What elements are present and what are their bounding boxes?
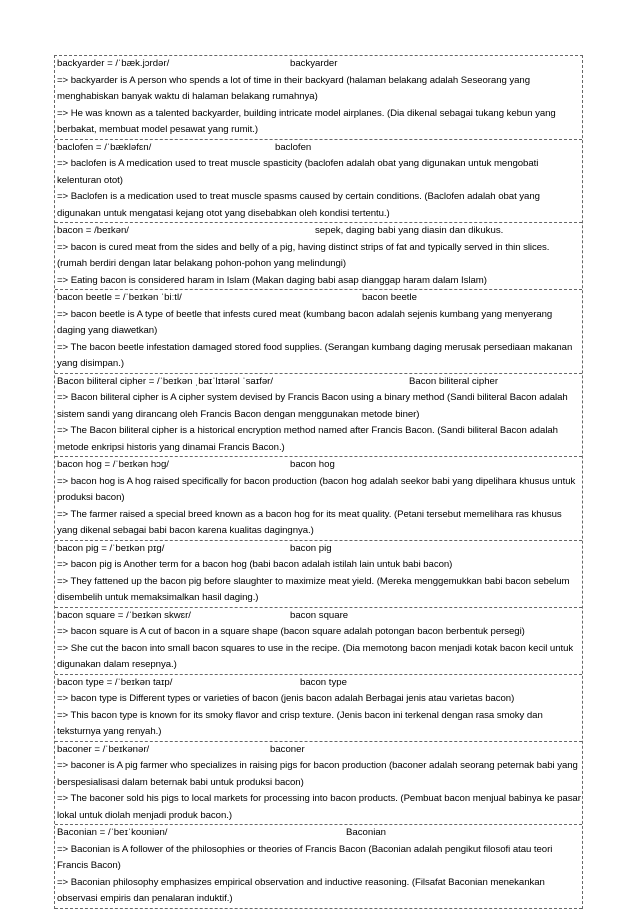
entry-example: => She cut the bacon into small bacon squares to use in the recipe. (Dia memotong bacon menjadi kotak bacon kecil untuk digunakan dalam resepnya.) — [57, 642, 574, 670]
entry-translation: bacon hog — [290, 459, 335, 470]
entry-translation: bacon type — [300, 676, 347, 688]
entry-translation: backyarder — [290, 58, 338, 69]
entry-definition: => bacon square is A cut of bacon in a square shape (bacon square adalah potongan bacon berbentuk persegi) — [57, 626, 525, 637]
dictionary-entry — [55, 675, 582, 742]
entry-header — [57, 541, 582, 558]
entry-header — [57, 675, 582, 692]
entry-definition: => baclofen is A medication used to treat muscle spasticity (baclofen adalah obat yang digunakan untuk mengobati kelenturan otot) — [57, 158, 539, 186]
entry-header — [57, 56, 582, 73]
entry-definition: => bacon pig is Another term for a bacon hog (babi bacon adalah istilah lain untuk babi bacon) — [57, 559, 453, 570]
entry-pronunciation: backyarder = /ˈbæk.jɔrdər/ — [57, 58, 170, 69]
entry-pronunciation: bacon = /beɪkən/ — [57, 225, 129, 236]
entry-definition: => bacon type is Different types or varieties of bacon (jenis bacon adalah Berbagai jenis atau varietas bacon) — [57, 693, 515, 704]
entry-pronunciation: bacon hog = /ˈbeɪkən hɔg/ — [57, 459, 169, 470]
entry-definition: => Baconian is A follower of the philosophies or theories of Francis Bacon (Baconian adalah pengikut filosofi atau teori Francis Bacon) — [57, 843, 553, 871]
entry-translation: Baconian — [346, 827, 387, 838]
entry-header — [57, 742, 582, 759]
entry-header — [57, 457, 582, 474]
entry-example: => Baclofen is a medication used to treat muscle spasms caused by certain conditions. (Baclofen adalah obat yang digunakan untuk mengatasi kejang otot yang disebabkan oleh kondisi tertentu.) — [57, 191, 540, 219]
dictionary-entry — [55, 56, 582, 140]
entry-example: => Baconian philosophy emphasizes empirical observation and inductive reasoning. (Filsafat Baconian menekankan observasi empiris dan penalaran induktif.) — [57, 876, 545, 904]
entry-example: => The baconer sold his pigs to local markets for processing into bacon products. (Pembuat bacon menjual babinya ke pasar lokal untuk diolah menjadi produk bacon.) — [57, 793, 581, 821]
entry-example: => Eating bacon is considered haram in Islam (Makan daging babi asap dianggap haram dalam Islam) — [57, 274, 487, 286]
entry-definition: => bacon beetle is A type of beetle that infests cured meat (kumbang bacon adalah sejenis kumbang yang menyerang daging yang diawetkan) — [57, 308, 553, 336]
entry-pronunciation: bacon pig = /ˈbeɪkən pɪg/ — [57, 542, 165, 554]
dictionary-entry — [55, 608, 582, 675]
entry-header — [57, 608, 582, 625]
entry-example: => The farmer raised a special breed known as a bacon hog for its meat quality. (Petani tersebut memelihara ras khusus yang dikenal sebagai babi bacon karena kualitas dagingnya.) — [57, 508, 562, 536]
entry-pronunciation: bacon square = /ˈbeɪkən skwɛr/ — [57, 609, 191, 621]
entry-header — [57, 223, 582, 240]
entry-pronunciation: Bacon biliteral cipher = /ˈbeɪkən ˌbaɪˈlɪtərəl ˈsaɪfər/ — [57, 375, 274, 387]
entry-pronunciation: Baconian = /ˈbeɪˈkoʊniən/ — [57, 827, 168, 838]
entry-pronunciation: baclofen = /ˈbækləfɛn/ — [57, 141, 152, 153]
dictionary-entry — [55, 825, 582, 909]
entry-example: => The Bacon biliteral cipher is a historical encryption method named after Francis Bacon. (Sandi biliteral Bacon adalah metode enkripsi historis yang dinamai Francis Bacon.) — [57, 425, 558, 453]
entry-translation: bacon square — [290, 609, 349, 621]
entry-example: => The bacon beetle infestation damaged stored food supplies. (Serangan kumbang daging merusak persediaan makanan yang disimpan.) — [57, 341, 573, 369]
entry-header — [57, 825, 582, 842]
entry-header — [57, 290, 582, 307]
entry-definition: => bacon hog is A hog raised specifically for bacon production (bacon hog adalah seekor babi yang dipelihara khusus untuk produksi bacon) — [57, 475, 576, 503]
dictionary-entry — [55, 223, 582, 290]
entry-pronunciation: bacon type = /ˈbeɪkən taɪp/ — [57, 676, 173, 688]
entry-header — [57, 374, 582, 391]
entry-example: => This bacon type is known for its smoky flavor and crisp texture. (Jenis bacon ini terkenal dengan rasa smoky dan teksturnya yang renyah.) — [57, 709, 543, 737]
entry-translation: baclofen — [275, 141, 312, 153]
entry-translation: bacon beetle — [362, 292, 417, 303]
entry-definition: => bacon is cured meat from the sides and belly of a pig, having distinct strips of fat and typically served in thin slices. (rumah berdiri dengan latar belakang pohon-pohon yang melindungi) — [57, 241, 550, 269]
dictionary-table — [54, 55, 583, 909]
entry-definition: => Bacon biliteral cipher is A cipher system devised by Francis Bacon using a binary method (Sandi biliteral Bacon adalah sistem sandi yang dirancang oleh Francis Bacon dengan menggunakan metode biner) — [57, 392, 568, 420]
dictionary-entry — [55, 290, 582, 374]
dictionary-entry — [55, 140, 582, 224]
dictionary-entry — [55, 374, 582, 458]
entry-definition: => backyarder is A person who spends a lot of time in their backyard (halaman belakang adalah Seseorang yang menghabiskan banyak waktu di halaman belakang rumahnya) — [57, 74, 530, 102]
entry-translation: bacon pig — [290, 542, 332, 554]
entry-header — [57, 140, 582, 157]
dictionary-entry — [55, 457, 582, 541]
entry-translation: sepek, daging babi yang diasin dan dikukus. — [315, 225, 504, 236]
entry-example: => He was known as a talented backyarder, building intricate model airplanes. (Dia dikenal sebagai tukang kebun yang berbakat, membuat model pesawat yang rumit.) — [57, 107, 556, 135]
dictionary-entry — [55, 541, 582, 608]
entry-example: => They fattened up the bacon pig before slaughter to maximize meat yield. (Mereka menggemukkan babi bacon sebelum disembelih untuk memaksimalkan hasil daging.) — [57, 575, 570, 603]
entry-definition: => baconer is A pig farmer who specializes in raising pigs for bacon production (baconer adalah seorang peternak babi yang berspesialisasi dalam beternak babi untuk produksi bacon) — [57, 760, 578, 788]
dictionary-entry — [55, 742, 582, 826]
entry-pronunciation: baconer = /ˈbeɪkənər/ — [57, 743, 150, 755]
entry-pronunciation: bacon beetle = /ˈbeɪkən ˈbiːtl/ — [57, 292, 182, 303]
entry-translation: Bacon biliteral cipher — [409, 375, 499, 387]
entry-translation: baconer — [270, 743, 305, 755]
